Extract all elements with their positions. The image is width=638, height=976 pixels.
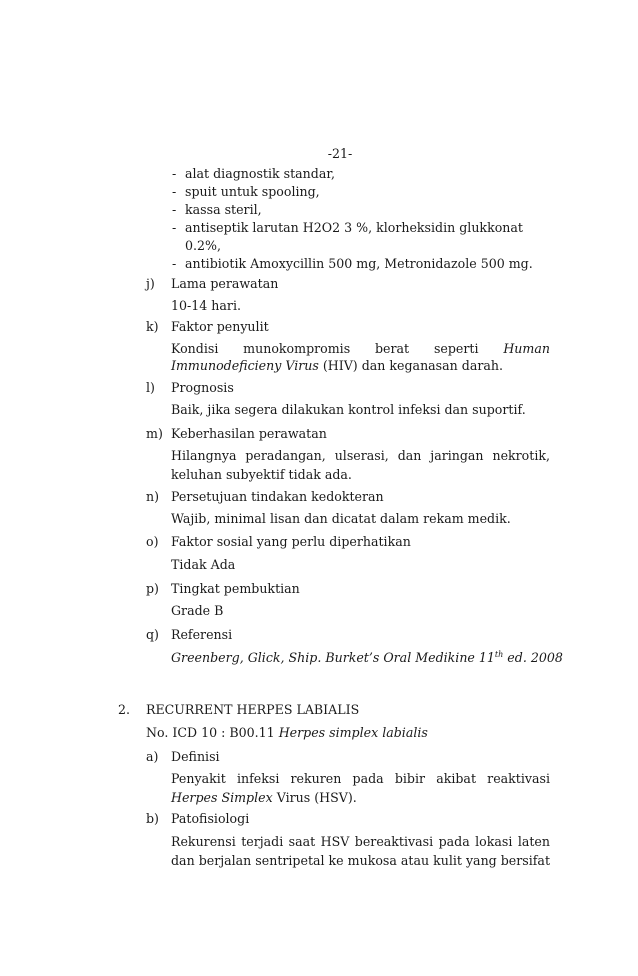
italic-term: Herpes — [171, 790, 218, 805]
bullet-dash: - — [172, 220, 177, 235]
section-body: Tidak Ada — [171, 557, 236, 572]
section-title: Faktor sosial yang perlu diperhatikan — [171, 534, 411, 549]
icd-code — [146, 725, 428, 740]
list-item: antibiotik Amoxycillin 500 mg, Metronidazole 500 mg. — [185, 256, 533, 271]
section-label: m) — [146, 426, 163, 441]
reference-text: Greenberg, Glick, Ship. Burket’s Oral Medikine 11 — [171, 650, 495, 666]
section-body-line — [171, 341, 550, 356]
list-item-continuation: 0.2%, — [185, 238, 221, 253]
word: berat — [375, 341, 410, 356]
section-label: q) — [146, 627, 159, 642]
reference-superscript: th — [494, 650, 504, 659]
word: seperti — [433, 341, 479, 356]
section-body: 10-14 hari. — [171, 298, 241, 313]
bullet-dash: - — [172, 256, 177, 271]
section-label: o) — [146, 534, 159, 549]
section-title: Faktor penyulit — [171, 319, 269, 334]
section-label: p) — [146, 581, 159, 596]
section-body: Rekurensi terjadi saat HSV bereaktivasi pada lokasi laten dan berjalan sentripetal ke mukosa atau kulit yang bersifat — [171, 834, 550, 868]
word: Human — [503, 341, 550, 356]
bullet-dash: - — [172, 202, 177, 217]
reference-text: ed. 2008 — [503, 650, 563, 666]
section-label: b) — [146, 811, 159, 826]
section-title: Prognosis — [171, 380, 234, 395]
section-body: Wajib, minimal lisan dan dicatat dalam rekam medik. — [171, 511, 511, 526]
page-number: -21- — [327, 146, 353, 161]
section-heading: RECURRENT HERPES LABIALIS — [146, 702, 360, 717]
section-body: Grade B — [171, 603, 224, 618]
list-item: alat diagnostik standar, — [185, 166, 335, 181]
section-title: Definisi — [171, 749, 220, 764]
section-number: 2. — [118, 702, 131, 717]
bullet-dash: - — [172, 166, 177, 181]
list-item: kassa steril, — [185, 202, 262, 217]
body-text: Virus (HSV). — [272, 790, 357, 805]
body-text: Penyakit infeksi rekuren pada bibir akibat reaktivasi — [171, 771, 550, 786]
reference-citation — [171, 650, 563, 665]
bullet-dash: - — [172, 184, 177, 199]
section-label: a) — [146, 749, 159, 764]
section-title: Persetujuan tindakan kedokteran — [171, 489, 384, 504]
section-body — [171, 769, 550, 807]
list-item: spuit untuk spooling, — [185, 184, 320, 199]
section-title: Tingkat pembuktian — [171, 581, 300, 596]
icd-term: Herpes simplex labialis — [278, 725, 428, 740]
section-title: Referensi — [171, 627, 233, 642]
section-label: k) — [146, 319, 159, 334]
section-body: Baik, jika segera dilakukan kontrol infeksi dan suportif. — [171, 402, 526, 417]
section-title: Lama perawatan — [171, 276, 279, 291]
section-body: Hilangnya peradangan, ulserasi, dan jaringan nekrotik, keluhan subyektif tidak ada. — [171, 448, 550, 482]
section-label: l) — [146, 380, 155, 395]
section-label: j) — [146, 276, 155, 291]
section-label: n) — [146, 489, 160, 504]
section-body-line — [171, 358, 503, 373]
section-title: Patofisiologi — [171, 811, 250, 826]
icd-prefix: No. ICD 10 : B00.11 — [146, 725, 279, 740]
word: munokompromis — [243, 341, 351, 356]
section-title: Keberhasilan perawatan — [171, 426, 327, 441]
list-item: antiseptik larutan H2O2 3 %, klorheksidin glukkonat — [185, 220, 523, 235]
body-text: (HIV) dan keganasan darah. — [318, 358, 503, 373]
word: Kondisi — [171, 341, 219, 356]
italic-term: Simplex — [221, 790, 273, 805]
italic-term: Immunodeficieny Virus — [171, 358, 319, 373]
